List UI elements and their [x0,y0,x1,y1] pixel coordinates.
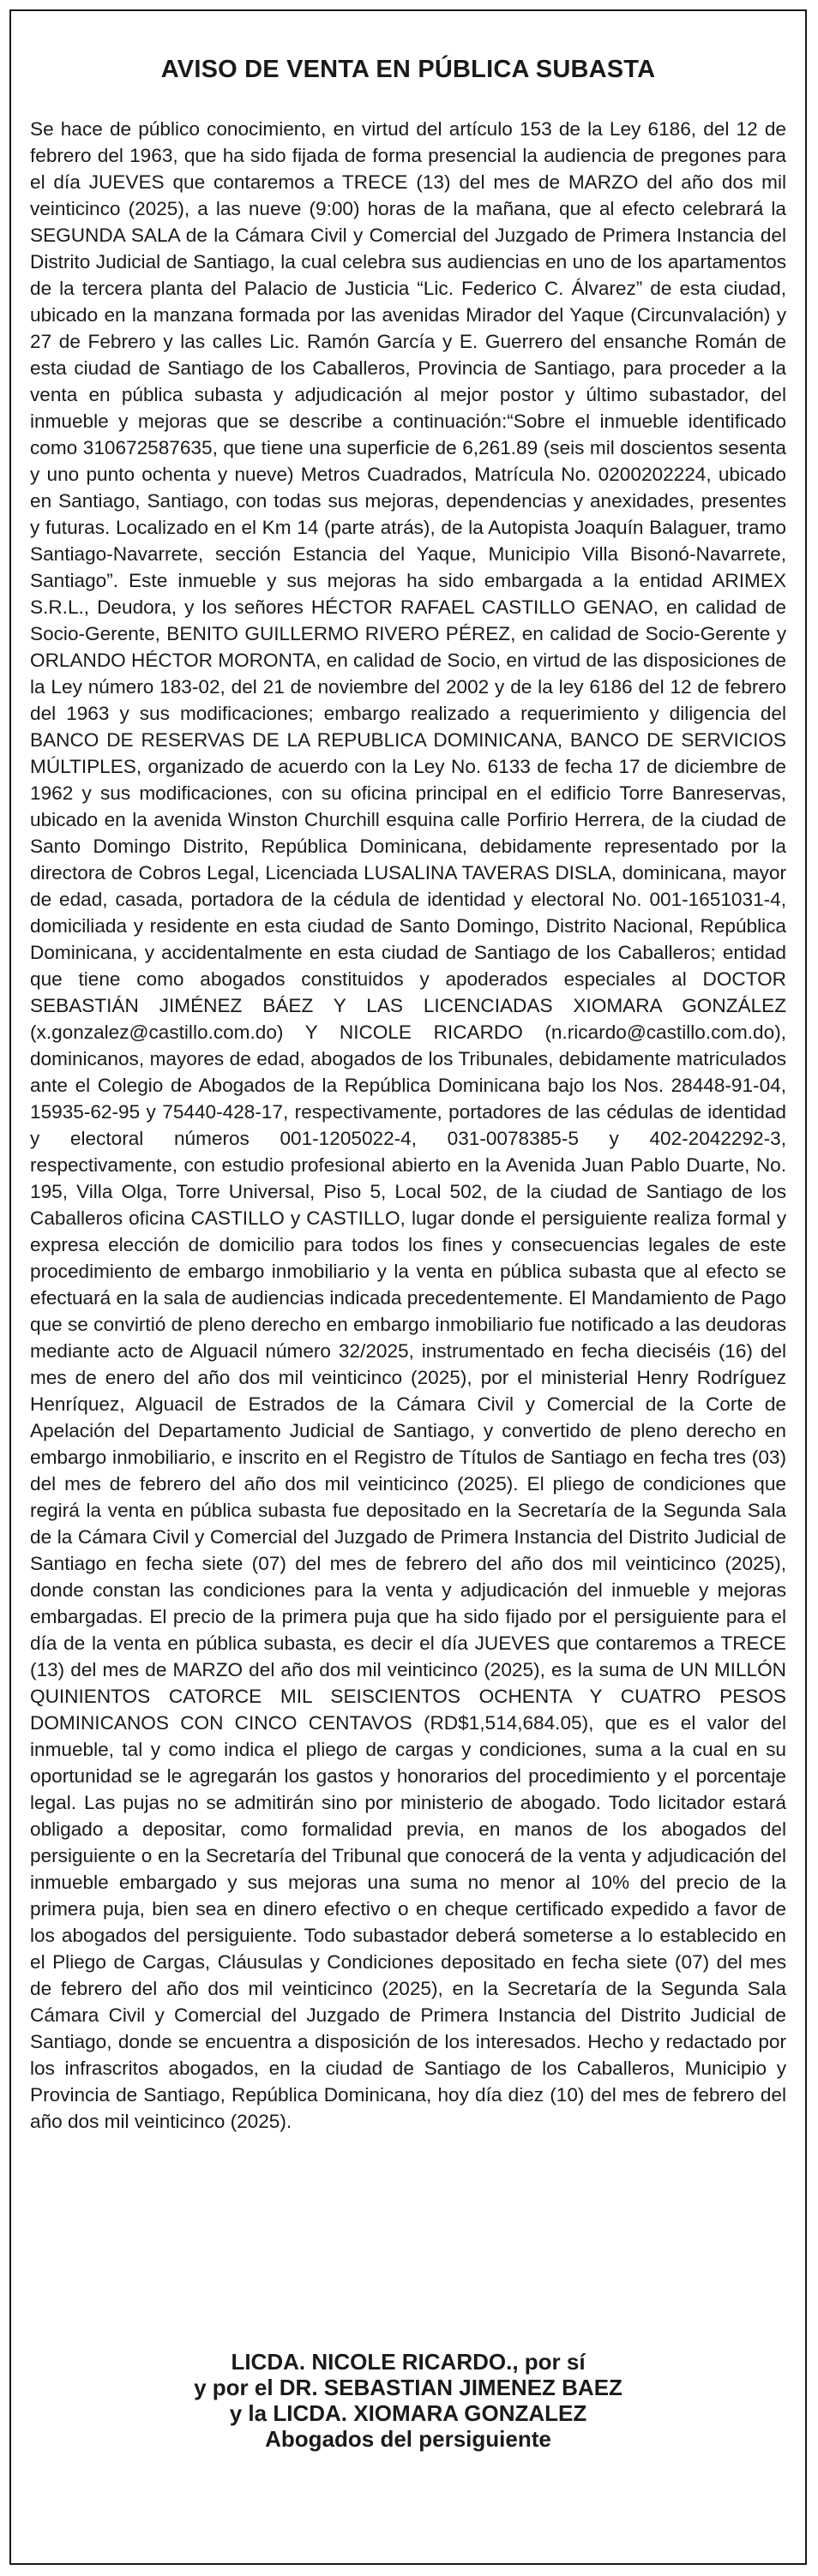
signature-line-3: y la LICDA. XIOMARA GONZALEZ [229,2400,587,2426]
signature-line-2: y por el DR. SEBASTIAN JIMENEZ BAEZ [194,2375,623,2400]
signature-line-1: LICDA. NICOLE RICARDO., por sí [231,2349,586,2375]
signature-line-4: Abogados del persiguiente [265,2426,551,2452]
signature-block [11,2349,805,2452]
notice-title: AVISO DE VENTA EN PÚBLICA SUBASTA [160,56,656,83]
legal-notice-box [9,9,807,2565]
notice-body-paragraph: Se hace de público conocimiento, en virtud del artículo 153 de la Ley 6186, del 12 de febrero del 1963, que ha sido fijada de forma presencial la audiencia de pregones para el día JUEVES que contaremos a TRECE (13) del mes de MARZO del año dos mil veinticinco (2025), a las nueve (9:00) horas de la mañana, que al efecto celebrará la SEGUNDA SALA de la Cámara Civil y Comercial del Juzgado de Primera Instancia del Distrito Judicial de Santiago, la cual celebra sus audiencias en uno de los apartamentos de la tercera planta del Palacio de Justicia “Lic. Federico C. Álvarez” de esta ciudad, ubicado en la manzana formada por las avenidas Mirador del Yaque (Circunvalación) y 27 de Febrero y las calles Lic. Ramón García y E. Guerrero del ensanche Román de esta ciudad de Santiago de los Caballeros, Provincia de Santiago, para proceder a la venta en pública subasta y adjudicación al mejor postor y último subastador, del inmueble y mejoras que se describe a continuación:“Sobre el inmueble identificado como 310672587635, que tiene una superficie de 6,261.89 (seis mil doscientos sesenta y uno punto ochenta y nueve) Metros Cuadrados, Matrícula No. 0200202224, ubicado en Santiago, Santiago, con todas sus mejoras, dependencias y anexidades, presentes y futuras. Localizado en el Km 14 (parte atrás), de la Autopista Joaquín Balaguer, tramo Santiago-Navarrete, sección Estancia del Yaque, Municipio Villa Bisonó-Navarrete, Santiago”. Este inmueble y sus mejoras ha sido embargada a la entidad ARIMEX S.R.L., Deudora, y los señores HÉCTOR RAFAEL CASTILLO GENAO, en calidad de Socio-Gerente, BENITO GUILLERMO RIVERO PÉREZ, en calidad de Socio-Gerente y ORLANDO HÉCTOR MORONTA, en calidad de Socio, en virtud de las disposiciones de la Ley número 183-02, del 21 de noviembre del 2002 y de la ley 6186 del 12 de febrero del 1963 y sus modificaciones; embargo realizado a requerimiento y diligencia del BANCO DE RESERVAS DE LA REPUBLICA DOMINICANA, BANCO DE SERVICIOS MÚLTIPLES, organizado de acuerdo con la Ley No. 6133 de fecha 17 de diciembre de 1962 y sus modificaciones, con su oficina principal en el edificio Torre Banreservas, ubicado en la avenida Winston Churchill esquina calle Porfirio Herrera, de la ciudad de Santo Domingo Distrito, República Dominicana, debidamente representado por la directora de Cobros Legal, Licenciada LUSALINA TAVERAS DISLA, dominicana, mayor de edad, casada, portadora de la cédula de identidad y electoral No. 001-1651031-4, domiciliada y residente en esta ciudad de Santo Domingo, Distrito Nacional, República Dominicana, y accidentalmente en esta ciudad de Santiago de los Caballeros; entidad que tiene como abogados constituidos y apoderados especiales al DOCTOR SEBASTIÁN JIMÉNEZ BÁEZ Y LAS LICENCIADAS XIOMARA GONZÁLEZ (x.gonzalez@castillo.com.do) Y NICOLE RICARDO (n.ricardo@castillo.com.do), dominicanos, mayores de edad, abogados de los Tribunales, debidamente matriculados ante el Colegio de Abogados de la República Dominicana bajo los Nos. 28448-91-04, 15935-62-95 y 75440-428-17, respectivamente, portadores de las cédulas de identidad y electoral números 001-1205022-4, 031-0078385-5 y 402-2042292-3, respectivamente, con estudio profesional abierto en la Avenida Juan Pablo Duarte, No. 195, Villa Olga, Torre Universal, Piso 5, Local 502, de la ciudad de Santiago de los Caballeros oficina CASTILLO y CASTILLO, lugar donde el persiguiente realiza formal y expresa elección de domicilio para todos los fines y consecuencias legales de este procedimiento de embargo inmobiliario y la venta en pública subasta que al efecto se efectuará en la sala de audiencias indicada precedentemente. El Mandamiento de Pago que se convirtió de pleno derecho en embargo inmobiliario fue notificado a las deudoras mediante acto de Alguacil número 32/2025, instrumentado en fecha dieciséis (16) del mes de enero del año dos mil veinticinco (2025), por el ministerial Henry Rodríguez Henríquez, Alguacil de Estrados de la Cámara Civil y Comercial de la Corte de Apelación del Departamento Judicial de Santiago, y convertido de pleno derecho en embargo inmobiliario, e inscrito en el Registro de Títulos de Santiago en fecha tres (03) del mes de febrero del año dos mil veinticinco (2025). El pliego de condiciones que regirá la venta en pública subasta fue depositado en la Secretaría de la Segunda Sala de la Cámara Civil y Comercial del Juzgado de Primera Instancia del Distrito Judicial de Santiago en fecha siete (07) del mes de febrero del año dos mil veinticinco (2025), donde constan las condiciones para la venta y adjudicación del inmueble y mejoras embargadas. El precio de la primera puja que ha sido fijado por el persiguiente para el día de la venta en pública subasta, es decir el día JUEVES que contaremos a TRECE (13) del mes de MARZO del año dos mil veinticinco (2025), es la suma de UN MILLÓN QUINIENTOS CATORCE MIL SEISCIENTOS OCHENTA Y CUATRO PESOS DOMINICANOS CON CINCO CENTAVOS (RD$1,514,684.05), que es el valor del inmueble, tal y como indica el pliego de cargas y condiciones, suma a la cual en su oportunidad se le agregarán los gastos y honorarios del procedimiento y el porcentaje legal. Las pujas no se admitirán sino por ministerio de abogado. Todo licitador estará obligado a depositar, como formalidad previa, en manos de los abogados del persiguiente o en la Secretaría del Tribunal que conocerá de la venta y adjudicación del inmueble embargado y sus mejoras una suma no menor al 10% del precio de la primera puja, bien sea en dinero efectivo o en cheque certificado expedido a favor de los abogados del persiguiente. Todo subastador deberá someterse a lo establecido en el Pliego de Cargas, Cláusulas y Condiciones depositado en fecha siete (07) del mes de febrero del año dos mil veinticinco (2025), en la Secretaría de la Segunda Sala Cámara Civil y Comercial del Juzgado de Primera Instancia del Distrito Judicial de Santiago, donde se encuentra a disposición de los interesados. Hecho y redactado por los infrascritos abogados, en la ciudad de Santiago de los Caballeros, Municipio y Provincia de Santiago, República Dominicana, hoy día diez (10) del mes de febrero del año dos mil veinticinco (2025). [30,118,786,2132]
